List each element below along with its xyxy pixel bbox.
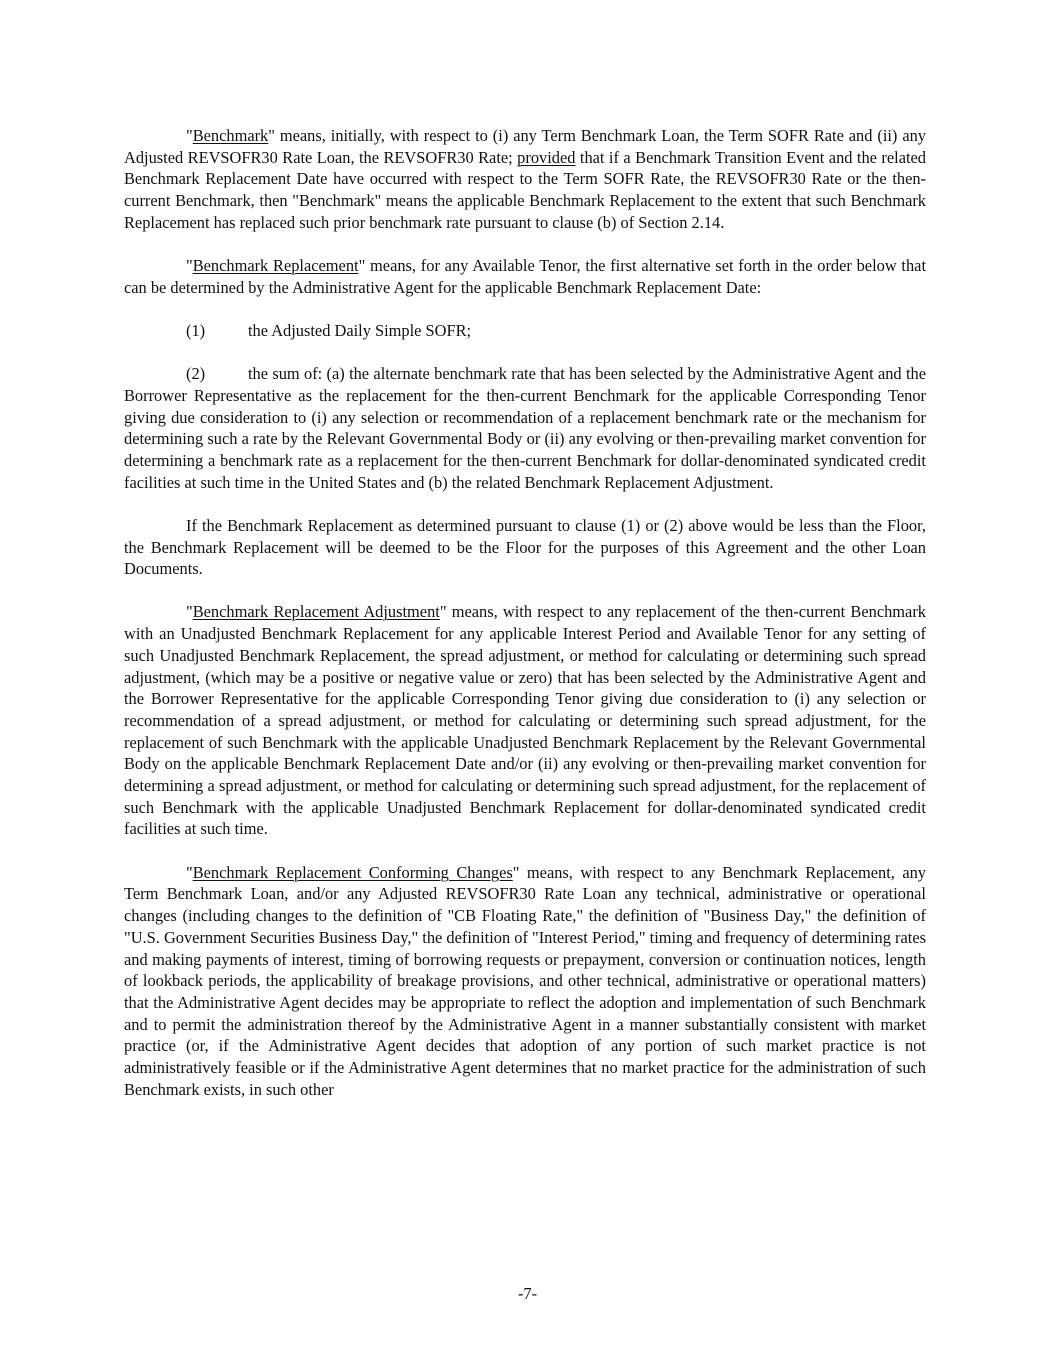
provided-term: provided xyxy=(517,147,576,167)
definition-text: " means, initially, with respect to (i) any Term Benchmark Loan, the Term SOFR Rate and (ii) any Adjusted REVSOFR30 Rate Loan, the REVSOFR30 Rate; xyxy=(124,126,926,167)
definition-text: " means, for any Available Tenor, the first alternative set forth in the order below that can be determined by the Administrative Agent for the applicable Benchmark Replacement Date: xyxy=(124,256,927,297)
definition-text: " means, with respect to any Benchmark Replacement, any Term Benchmark Loan, and/or any Adjusted REVSOFR30 Rate Loan any technical, administrative or operational changes (including changes to the definition of "CB Floating Rate," the definition of "Business Day," the definition of "U.S. Government Securities Business Day," the definition of "Interest Period," timing and frequency of determining rates and making payments of interest, timing of borrowing requests or prepayment, conversion or continuation notices, length of lookback periods, the applicability of breakage provisions, and other technical, administrative or operational matters) that the Administrative Agent decides may be appropriate to reflect the adoption and implementation of such Benchmark and to permit the administration thereof by the Administrative Agent in a manner substantially consistent with market practice (or, if the Administrative Agent decides that adoption of any portion of such market practice is not administratively feasible or if the Administrative Agent determines that no market practice for the administration of such Benchmark exists, in such other xyxy=(124,862,926,1099)
document-body xyxy=(124,125,926,1122)
open-quote: " xyxy=(186,602,193,622)
defined-term-benchmark-replacement-adjustment: Benchmark Replacement Adjustment xyxy=(192,602,440,622)
list-item-1 xyxy=(124,320,926,342)
defined-term-benchmark-replacement: Benchmark Replacement xyxy=(192,256,359,276)
page-number: -7- xyxy=(517,1284,538,1303)
definition-text: " means, with respect to any replacement of the then-current Benchmark with an Unadjusted Benchmark Replacement for any applicable Interest Period and Available Tenor for any setting of such Unadjusted Benchmark Replacement, the spread adjustment, or method for calculating or determining such spread adjustment, (which may be a positive or negative value or zero) that has been selected by the Administrative Agent and the Borrower Representative for the applicable Corresponding Tenor giving due consideration to (i) any selection or recommendation of a spread adjustment, or method for calculating or determining such spread adjustment, for the replacement of such Benchmark with the applicable Unadjusted Benchmark Replacement by the Relevant Governmental Body on the applicable Benchmark Replacement Date and/or (ii) any evolving or then-prevailing market convention for determining a spread adjustment, or method for calculating or determining such spread adjustment, for the replacement of such Benchmark with the applicable Unadjusted Benchmark Replacement for dollar-denominated syndicated credit facilities at such time. xyxy=(124,602,926,839)
definition-benchmark-replacement-adjustment xyxy=(124,601,926,840)
open-quote: " xyxy=(186,126,193,145)
list-number: (1) xyxy=(186,320,206,340)
definition-benchmark-replacement xyxy=(124,255,926,298)
open-quote: " xyxy=(186,862,193,882)
floor-paragraph xyxy=(124,515,926,580)
list-text: the Adjusted Daily Simple SOFR; xyxy=(248,320,472,340)
open-quote: " xyxy=(186,256,193,276)
list-text: the sum of: (a) the alternate benchmark rate that has been selected by the Administrative Agent and the Borrower Representative as the replacement for the then-current Benchmark for the applicable Corresponding Tenor giving due consideration to (i) any selection or recommendation of a replacement benchmark rate or the mechanism for determining such a rate by the Relevant Governmental Body or (ii) any evolving or then-prevailing market convention for determining a benchmark rate as a replacement for the then-current Benchmark for dollar-denominated syndicated credit facilities at such time in the United States and (b) the related Benchmark Replacement Adjustment. xyxy=(124,364,926,492)
list-number: (2) xyxy=(186,364,206,384)
definition-text: that if a Benchmark Transition Event and the related Benchmark Replacement Date have occurred with respect to the Term SOFR Rate, the REVSOFR30 Rate or the then-current Benchmark, then "Benchmark" means the applicable Benchmark Replacement to the extent that such Benchmark Replacement has replaced such prior benchmark rate pursuant to clause (b) of Section 2.14. xyxy=(124,147,926,232)
defined-term-benchmark-replacement-conforming-changes: Benchmark Replacement Conforming Changes xyxy=(192,862,513,882)
definition-benchmark xyxy=(124,125,926,234)
definition-benchmark-replacement-conforming-changes xyxy=(124,862,926,1101)
defined-term-benchmark: Benchmark xyxy=(192,126,269,145)
paragraph-text: If the Benchmark Replacement as determined pursuant to clause (1) or (2) above would be less than the Floor, the Benchmark Replacement will be deemed to be the Floor for the purposes of this Agreement and the other Loan Documents. xyxy=(124,515,926,579)
list-item-2 xyxy=(124,363,926,493)
